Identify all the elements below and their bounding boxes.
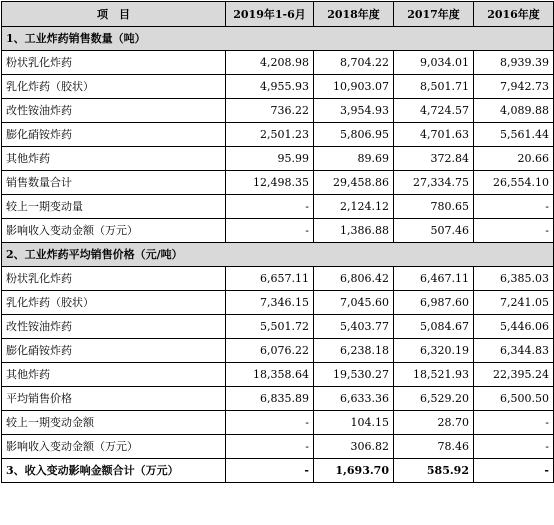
row-value: 6,806.42 <box>314 267 394 291</box>
row-value: 27,334.75 <box>394 171 474 195</box>
table-row <box>2 291 554 315</box>
header-year: 2018年度 <box>314 2 394 27</box>
row-value: 5,806.95 <box>314 123 394 147</box>
row-value: 306.82 <box>314 435 394 459</box>
table-row <box>2 219 554 243</box>
row-value: 8,501.71 <box>394 75 474 99</box>
row-value: 19,530.27 <box>314 363 394 387</box>
table-row <box>2 315 554 339</box>
row-value: - <box>226 219 314 243</box>
row-value: 20.66 <box>474 147 554 171</box>
row-value: 6,385.03 <box>474 267 554 291</box>
row-value: 10,903.07 <box>314 75 394 99</box>
table-row <box>2 75 554 99</box>
header-row <box>2 2 554 27</box>
data-table <box>1 1 554 483</box>
row-label: 影响收入变动金额（万元） <box>2 219 226 243</box>
row-value: 372.84 <box>394 147 474 171</box>
row-value: 4,208.98 <box>226 51 314 75</box>
table-body <box>2 27 554 483</box>
row-value: 26,554.10 <box>474 171 554 195</box>
row-label: 较上一期变动金额 <box>2 411 226 435</box>
table-row <box>2 267 554 291</box>
table-row <box>2 435 554 459</box>
row-value: 6,657.11 <box>226 267 314 291</box>
table-row <box>2 99 554 123</box>
row-value: 9,034.01 <box>394 51 474 75</box>
row-value: 6,076.22 <box>226 339 314 363</box>
row-value: 5,501.72 <box>226 315 314 339</box>
row-label: 乳化炸药（胶状） <box>2 291 226 315</box>
row-label: 影响收入变动金额（万元） <box>2 435 226 459</box>
row-label: 平均销售价格 <box>2 387 226 411</box>
row-label: 粉状乳化炸药 <box>2 267 226 291</box>
row-value: 736.22 <box>226 99 314 123</box>
row-value: - <box>474 219 554 243</box>
row-value: 89.69 <box>314 147 394 171</box>
row-value: 7,241.05 <box>474 291 554 315</box>
total-value: - <box>474 459 554 483</box>
row-value: 507.46 <box>394 219 474 243</box>
section-header-row <box>2 243 554 267</box>
section-title: 1、工业炸药销售数量（吨） <box>2 27 554 51</box>
header-year: 2019年1-6月 <box>226 2 314 27</box>
row-value: 22,395.24 <box>474 363 554 387</box>
row-label: 较上一期变动量 <box>2 195 226 219</box>
row-value: 3,954.93 <box>314 99 394 123</box>
row-value: 6,633.36 <box>314 387 394 411</box>
table-row <box>2 363 554 387</box>
row-value: 95.99 <box>226 147 314 171</box>
row-value: 5,403.77 <box>314 315 394 339</box>
table-row <box>2 147 554 171</box>
table-row <box>2 123 554 147</box>
header-year: 2016年度 <box>474 2 554 27</box>
total-value: 1,693.70 <box>314 459 394 483</box>
total-row <box>2 459 554 483</box>
row-label: 粉状乳化炸药 <box>2 51 226 75</box>
row-value: 1,386.88 <box>314 219 394 243</box>
row-label: 膨化硝铵炸药 <box>2 123 226 147</box>
row-value: 6,467.11 <box>394 267 474 291</box>
row-value: 4,955.93 <box>226 75 314 99</box>
section-header-row <box>2 27 554 51</box>
row-label: 改性铵油炸药 <box>2 315 226 339</box>
row-value: 6,500.50 <box>474 387 554 411</box>
row-value: 8,939.39 <box>474 51 554 75</box>
row-value: 4,701.63 <box>394 123 474 147</box>
row-label: 膨化硝铵炸药 <box>2 339 226 363</box>
row-value: 780.65 <box>394 195 474 219</box>
row-value: - <box>474 435 554 459</box>
row-value: 4,089.88 <box>474 99 554 123</box>
row-value: 6,529.20 <box>394 387 474 411</box>
row-label: 改性铵油炸药 <box>2 99 226 123</box>
header-item: 项 目 <box>2 2 226 27</box>
row-value: 18,358.64 <box>226 363 314 387</box>
row-value: 7,346.15 <box>226 291 314 315</box>
row-value: - <box>474 411 554 435</box>
row-value: 4,724.57 <box>394 99 474 123</box>
row-value: 5,084.67 <box>394 315 474 339</box>
row-value: - <box>226 435 314 459</box>
table-row <box>2 339 554 363</box>
table-row <box>2 171 554 195</box>
row-value: 6,835.89 <box>226 387 314 411</box>
row-value: 78.46 <box>394 435 474 459</box>
total-value: - <box>226 459 314 483</box>
table-row <box>2 387 554 411</box>
row-value: - <box>226 411 314 435</box>
row-value: - <box>474 195 554 219</box>
row-value: 6,987.60 <box>394 291 474 315</box>
row-value: 29,458.86 <box>314 171 394 195</box>
row-value: 5,561.44 <box>474 123 554 147</box>
row-value: 6,320.19 <box>394 339 474 363</box>
row-value: 6,238.18 <box>314 339 394 363</box>
header-year: 2017年度 <box>394 2 474 27</box>
row-value: 12,498.35 <box>226 171 314 195</box>
row-value: 18,521.93 <box>394 363 474 387</box>
table-row <box>2 195 554 219</box>
table-row <box>2 411 554 435</box>
row-label: 其他炸药 <box>2 363 226 387</box>
row-value: 7,942.73 <box>474 75 554 99</box>
row-value: 2,124.12 <box>314 195 394 219</box>
row-value: - <box>226 195 314 219</box>
row-label: 销售数量合计 <box>2 171 226 195</box>
section-title: 2、工业炸药平均销售价格（元/吨） <box>2 243 554 267</box>
row-value: 28.70 <box>394 411 474 435</box>
row-value: 8,704.22 <box>314 51 394 75</box>
row-value: 7,045.60 <box>314 291 394 315</box>
row-value: 5,446.06 <box>474 315 554 339</box>
row-value: 6,344.83 <box>474 339 554 363</box>
total-label: 3、收入变动影响金额合计（万元） <box>2 459 226 483</box>
row-value: 2,501.23 <box>226 123 314 147</box>
row-label: 乳化炸药（胶状） <box>2 75 226 99</box>
total-value: 585.92 <box>394 459 474 483</box>
table-row <box>2 51 554 75</box>
row-label: 其他炸药 <box>2 147 226 171</box>
row-value: 104.15 <box>314 411 394 435</box>
